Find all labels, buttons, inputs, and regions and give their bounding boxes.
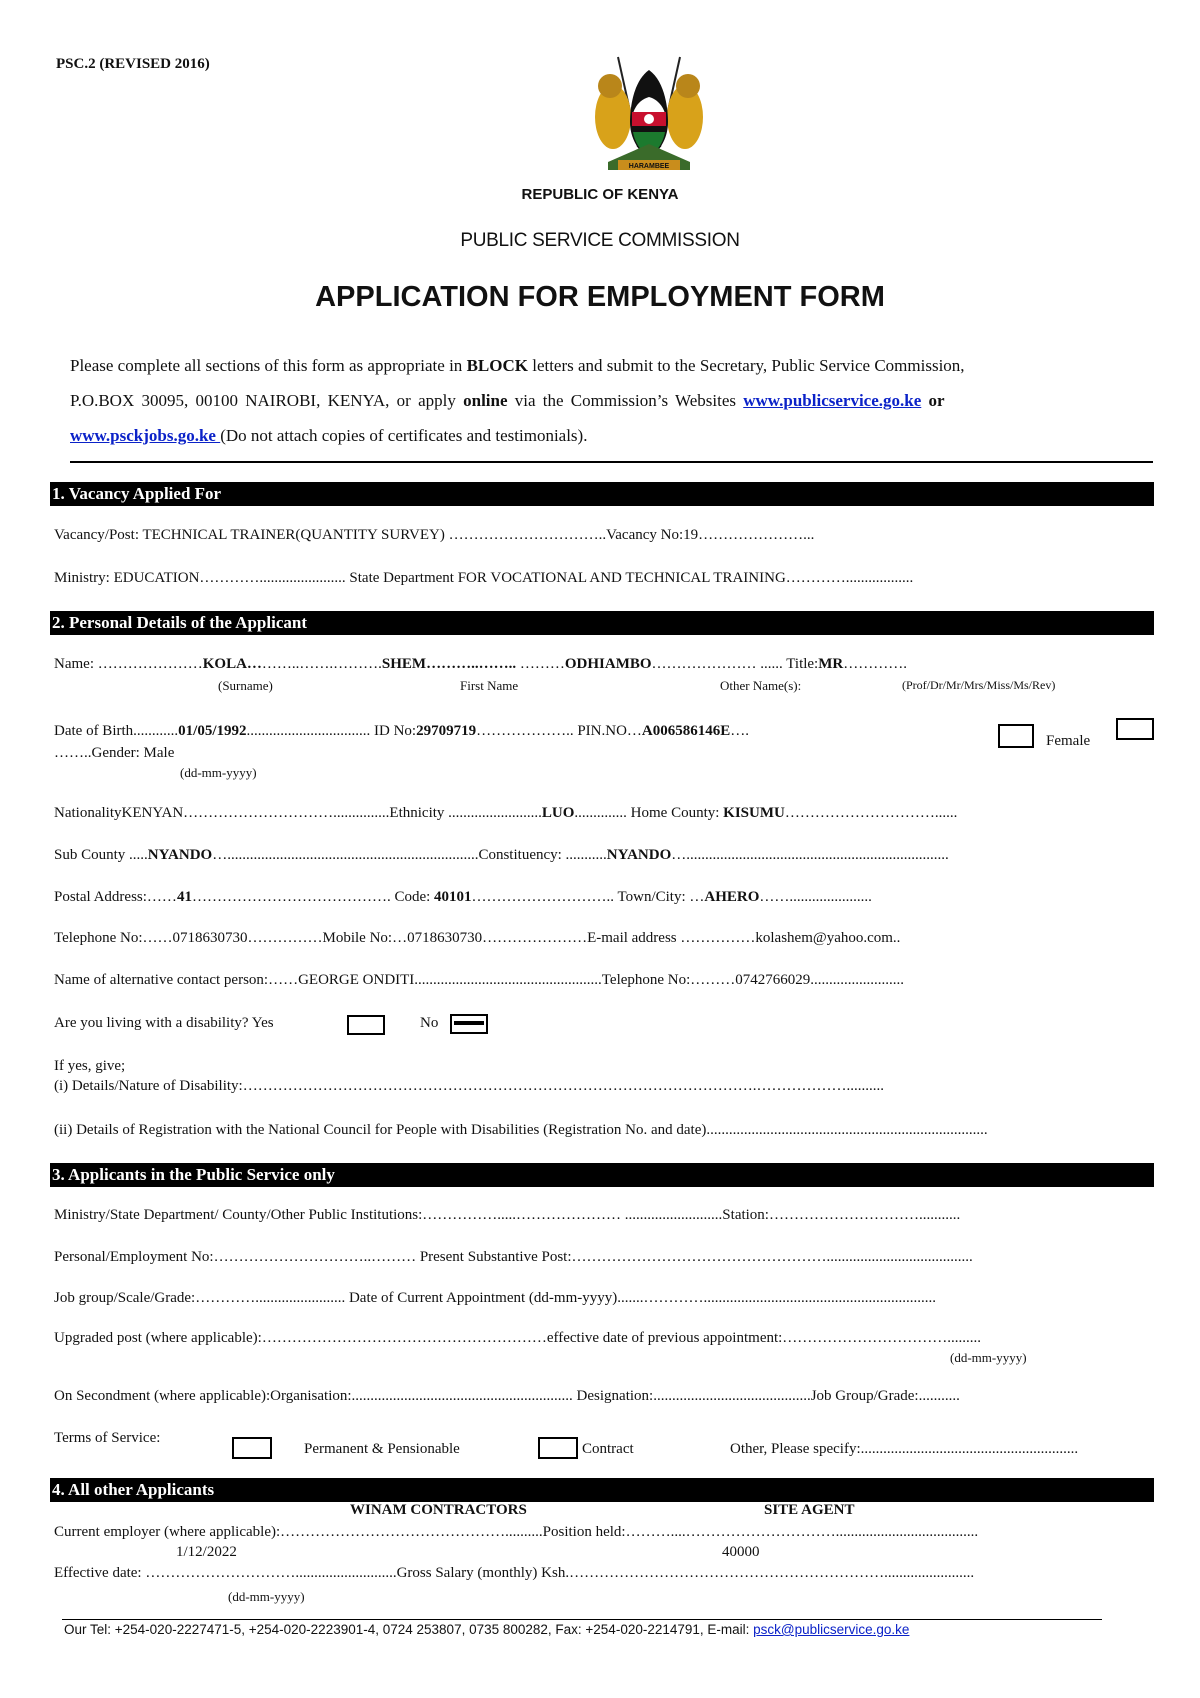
commission-name: PUBLIC SERVICE COMMISSION bbox=[460, 230, 740, 251]
postal-address-field[interactable]: Postal Address:……41…………………………………. Code: 40101……………………….. Town/City: …AHERO……...................... bbox=[54, 889, 872, 905]
permanent-label: Permanent & Pensionable bbox=[304, 1441, 460, 1457]
alternative-contact-field[interactable]: Name of alternative contact person:……GEORGE ONDITI..................................................Telephone No:………0742766029......................... bbox=[54, 972, 905, 988]
position-value: SITE AGENT bbox=[764, 1502, 855, 1518]
ps-date-format-caption: (dd-mm-yyyy) bbox=[950, 1350, 1027, 1365]
effective-date-salary-field[interactable]: Effective date: …………………………...........................Gross Salary (monthly) Ksh.………………………………………………………........................ bbox=[54, 1565, 975, 1581]
section-public-service-header: 3. Applicants in the Public Service only bbox=[50, 1163, 1154, 1187]
terms-of-service-label: Terms of Service: bbox=[54, 1430, 161, 1446]
name-field[interactable]: Name: …………………KOLA………..…….……….SHEM………..…….. ………ODHIAMBO………………… ...... Title:MR…………. bbox=[54, 656, 907, 672]
vacancy-post-field[interactable]: Vacancy/Post: TECHNICAL TRAINER(QUANTITY SURVEY) …………………………..Vacancy No:19…………………... bbox=[54, 527, 815, 543]
current-employer-field[interactable]: Current employer (where applicable):………………………………………..........Position held:………....…………………………...................................... bbox=[54, 1524, 979, 1540]
disability-no-label: No bbox=[420, 1015, 439, 1031]
telephone-mobile-email-field[interactable]: Telephone No:……0718630730……………Mobile No:…0718630730…………………E-mail address ……………kolashem@yahoo.com.. bbox=[54, 930, 901, 946]
male-checkbox[interactable] bbox=[998, 724, 1034, 748]
intro-line-3: www.psckjobs.go.ke (Do not attach copies of certificates and testimonials). bbox=[70, 426, 588, 445]
subcounty-constituency-field[interactable]: Sub County .....NYANDO…...................................................................Constituency: ...........NYANDO…...................................................................... bbox=[54, 847, 949, 863]
ps-upgraded-post-field[interactable]: Upgraded post (where applicable):…………………………………………………effective date of previous appointment:……………………………......... bbox=[54, 1330, 982, 1346]
employer-value: WINAM CONTRACTORS bbox=[350, 1502, 527, 1518]
dob-id-pin-field[interactable]: Date of Birth............01/05/1992................................. ID No:29709719……………….. PIN.NO…A006586146E…. bbox=[54, 723, 750, 739]
psckjobs-link[interactable]: www.psckjobs.go.ke bbox=[70, 426, 221, 445]
gross-salary-value: 40000 bbox=[722, 1544, 760, 1560]
ps-job-group-field[interactable]: Job group/Scale/Grade:…………........................ Date of Current Appointment (dd-mm-yyyy).......………….............................................................. bbox=[54, 1290, 936, 1306]
dob-format-caption: (dd-mm-yyyy) bbox=[180, 765, 257, 780]
footer-contact: Our Tel: +254-020-2227471-5, +254-020-2223901-4, 0724 253807, 0735 800282, Fax: +254-020-2214791, E-mail: psck@publicservice.go.ke bbox=[64, 1622, 910, 1637]
intro-line-1: Please complete all sections of this form as appropriate in BLOCK letters and submit to the Secretary, Public Service Commission, bbox=[70, 356, 965, 375]
page-title: APPLICATION FOR EMPLOYMENT FORM bbox=[315, 281, 885, 313]
female-checkbox[interactable] bbox=[1116, 718, 1154, 740]
title-caption: (Prof/Dr/Mr/Mrs/Miss/Ms/Rev) bbox=[902, 678, 1056, 692]
disability-yes-checkbox[interactable] bbox=[347, 1015, 385, 1035]
svg-text:HARAMBEE: HARAMBEE bbox=[628, 163, 670, 170]
publicservice-link[interactable]: www.publicservice.go.ke bbox=[743, 391, 922, 410]
disability-no-checkbox[interactable] bbox=[450, 1014, 488, 1034]
first-name-caption: First Name bbox=[460, 678, 519, 693]
female-label: Female bbox=[1046, 733, 1091, 749]
contract-checkbox[interactable] bbox=[538, 1437, 578, 1459]
country-name: REPUBLIC OF KENYA bbox=[521, 186, 679, 203]
section-vacancy-header: 1. Vacancy Applied For bbox=[50, 482, 1154, 506]
coat-of-arms-logo bbox=[588, 52, 710, 178]
ps-ministry-station-field[interactable]: Ministry/State Department/ County/Other Public Institutions:…………….....………………… ..........................Station:…………………………........... bbox=[54, 1207, 961, 1223]
section-personal-header: 2. Personal Details of the Applicant bbox=[50, 611, 1154, 635]
disability-registration-field[interactable]: (ii) Details of Registration with the National Council for People with Disabilities (Registration No. and date)........................................................................... bbox=[54, 1122, 988, 1138]
footer-email-link[interactable]: psck@publicservice.go.ke bbox=[753, 1622, 910, 1637]
ps-secondment-field[interactable]: On Secondment (where applicable):Organisation:........................................................... Designation:..........................................Job Group/Grade:........... bbox=[54, 1388, 960, 1404]
contract-label: Contract bbox=[582, 1441, 634, 1457]
effective-date-format-caption: (dd-mm-yyyy) bbox=[228, 1589, 305, 1604]
if-yes-label: If yes, give; bbox=[54, 1058, 126, 1074]
nationality-ethnicity-county-field[interactable]: NationalityKENYAN…………………………...............Ethnicity .........................LUO.............. Home County: KISUMU…………………………...... bbox=[54, 805, 958, 821]
other-terms-field[interactable]: Other, Please specify:.......................................................... bbox=[730, 1441, 1079, 1457]
permanent-checkbox[interactable] bbox=[232, 1437, 272, 1459]
footer-divider bbox=[62, 1619, 1102, 1620]
form-code: PSC.2 (REVISED 2016) bbox=[56, 56, 210, 72]
ps-personal-no-post-field[interactable]: Personal/Employment No:…………………………..……… Present Substantive Post:……………………………………………....................................... bbox=[54, 1249, 973, 1265]
ministry-field[interactable]: Ministry: EDUCATION…………....................... State Department FOR VOCATIONAL AND TECHNICAL TRAINING………….................. bbox=[54, 570, 914, 586]
gender-value: ……..Gender: Male bbox=[54, 745, 175, 761]
divider bbox=[70, 461, 1153, 463]
other-name-caption: Other Name(s): bbox=[720, 678, 802, 693]
disability-question: Are you living with a disability? Yes bbox=[54, 1015, 274, 1031]
disability-details-field[interactable]: (i) Details/Nature of Disability:………………………………………………………………………………………….……………….......... bbox=[54, 1078, 884, 1094]
surname-caption: (Surname) bbox=[218, 678, 273, 693]
intro-line-2: P.O.BOX 30095, 00100 NAIROBI, KENYA, or apply online via the Commission’s Websites www.publicservice.go.ke or bbox=[70, 391, 945, 410]
section-other-applicants-header: 4. All other Applicants bbox=[50, 1478, 1154, 1502]
effective-date-value: 1/12/2022 bbox=[176, 1544, 237, 1560]
